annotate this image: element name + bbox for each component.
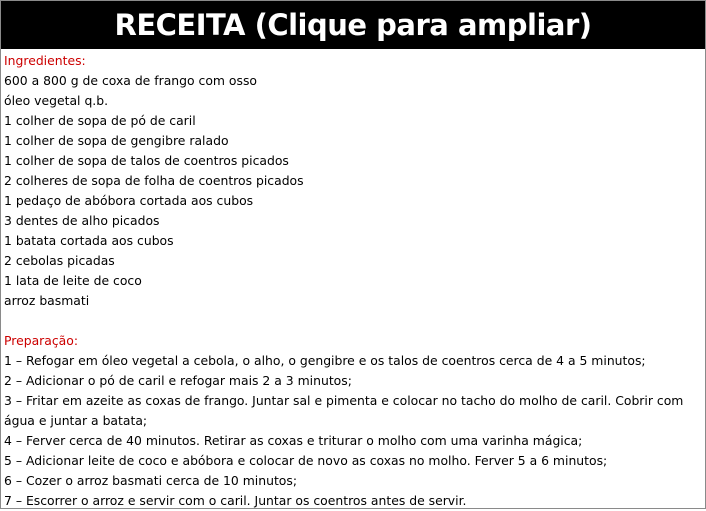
preparation-step: 6 – Cozer o arroz basmati cerca de 10 minutos;	[4, 473, 298, 488]
title-bar[interactable]	[1, 1, 705, 49]
preparation-steps	[4, 351, 702, 511]
section-spacer	[4, 311, 702, 331]
ingredient-item: 2 cebolas picadas	[4, 253, 115, 268]
preparation-step: 1 – Refogar em óleo vegetal a cebola, o alho, o gengibre e os talos de coentros cerca de 4 a 5 minutos;	[4, 353, 646, 368]
ingredient-item: óleo vegetal q.b.	[4, 93, 109, 108]
ingredient-item: 1 pedaço de abóbora cortada aos cubos	[4, 193, 254, 208]
preparation-step: 7 – Escorrer o arroz e servir com o caril. Juntar os coentros antes de servir.	[4, 493, 467, 508]
ingredient-item: 1 colher de sopa de pó de caril	[4, 113, 196, 128]
ingredient-item: 600 a 800 g de coxa de frango com osso	[4, 73, 258, 88]
ingredient-item: 1 lata de leite de coco	[4, 273, 142, 288]
ingredient-item: 1 colher de sopa de gengibre ralado	[4, 133, 229, 148]
ingredient-item: 3 dentes de alho picados	[4, 213, 160, 228]
preparation-step: 2 – Adicionar o pó de caril e refogar mais 2 a 3 minutos;	[4, 373, 352, 388]
recipe-content	[4, 51, 702, 511]
preparation-step: 4 – Ferver cerca de 40 minutos. Retirar as coxas e triturar o molho com uma varinha mágica;	[4, 433, 583, 448]
preparation-heading: Preparação:	[4, 333, 79, 348]
ingredient-item: 2 colheres de sopa de folha de coentros picados	[4, 173, 304, 188]
preparation-step: 5 – Adicionar leite de coco e abóbora e colocar de novo as coxas no molho. Ferver 5 a 6 minutos;	[4, 453, 608, 468]
ingredient-item: 1 batata cortada aos cubos	[4, 233, 174, 248]
recipe-title[interactable]: RECEITA (Clique para ampliar)	[114, 8, 592, 42]
ingredients-heading: Ingredientes:	[4, 53, 86, 68]
ingredient-item: 1 colher de sopa de talos de coentros picados	[4, 153, 289, 168]
preparation-step: 3 – Fritar em azeite as coxas de frango. Juntar sal e pimenta e colocar no tacho do molho de caril. Cobrir com água e juntar a batata;	[4, 393, 684, 428]
ingredients-list	[4, 71, 702, 311]
ingredient-item: arroz basmati	[4, 293, 90, 308]
